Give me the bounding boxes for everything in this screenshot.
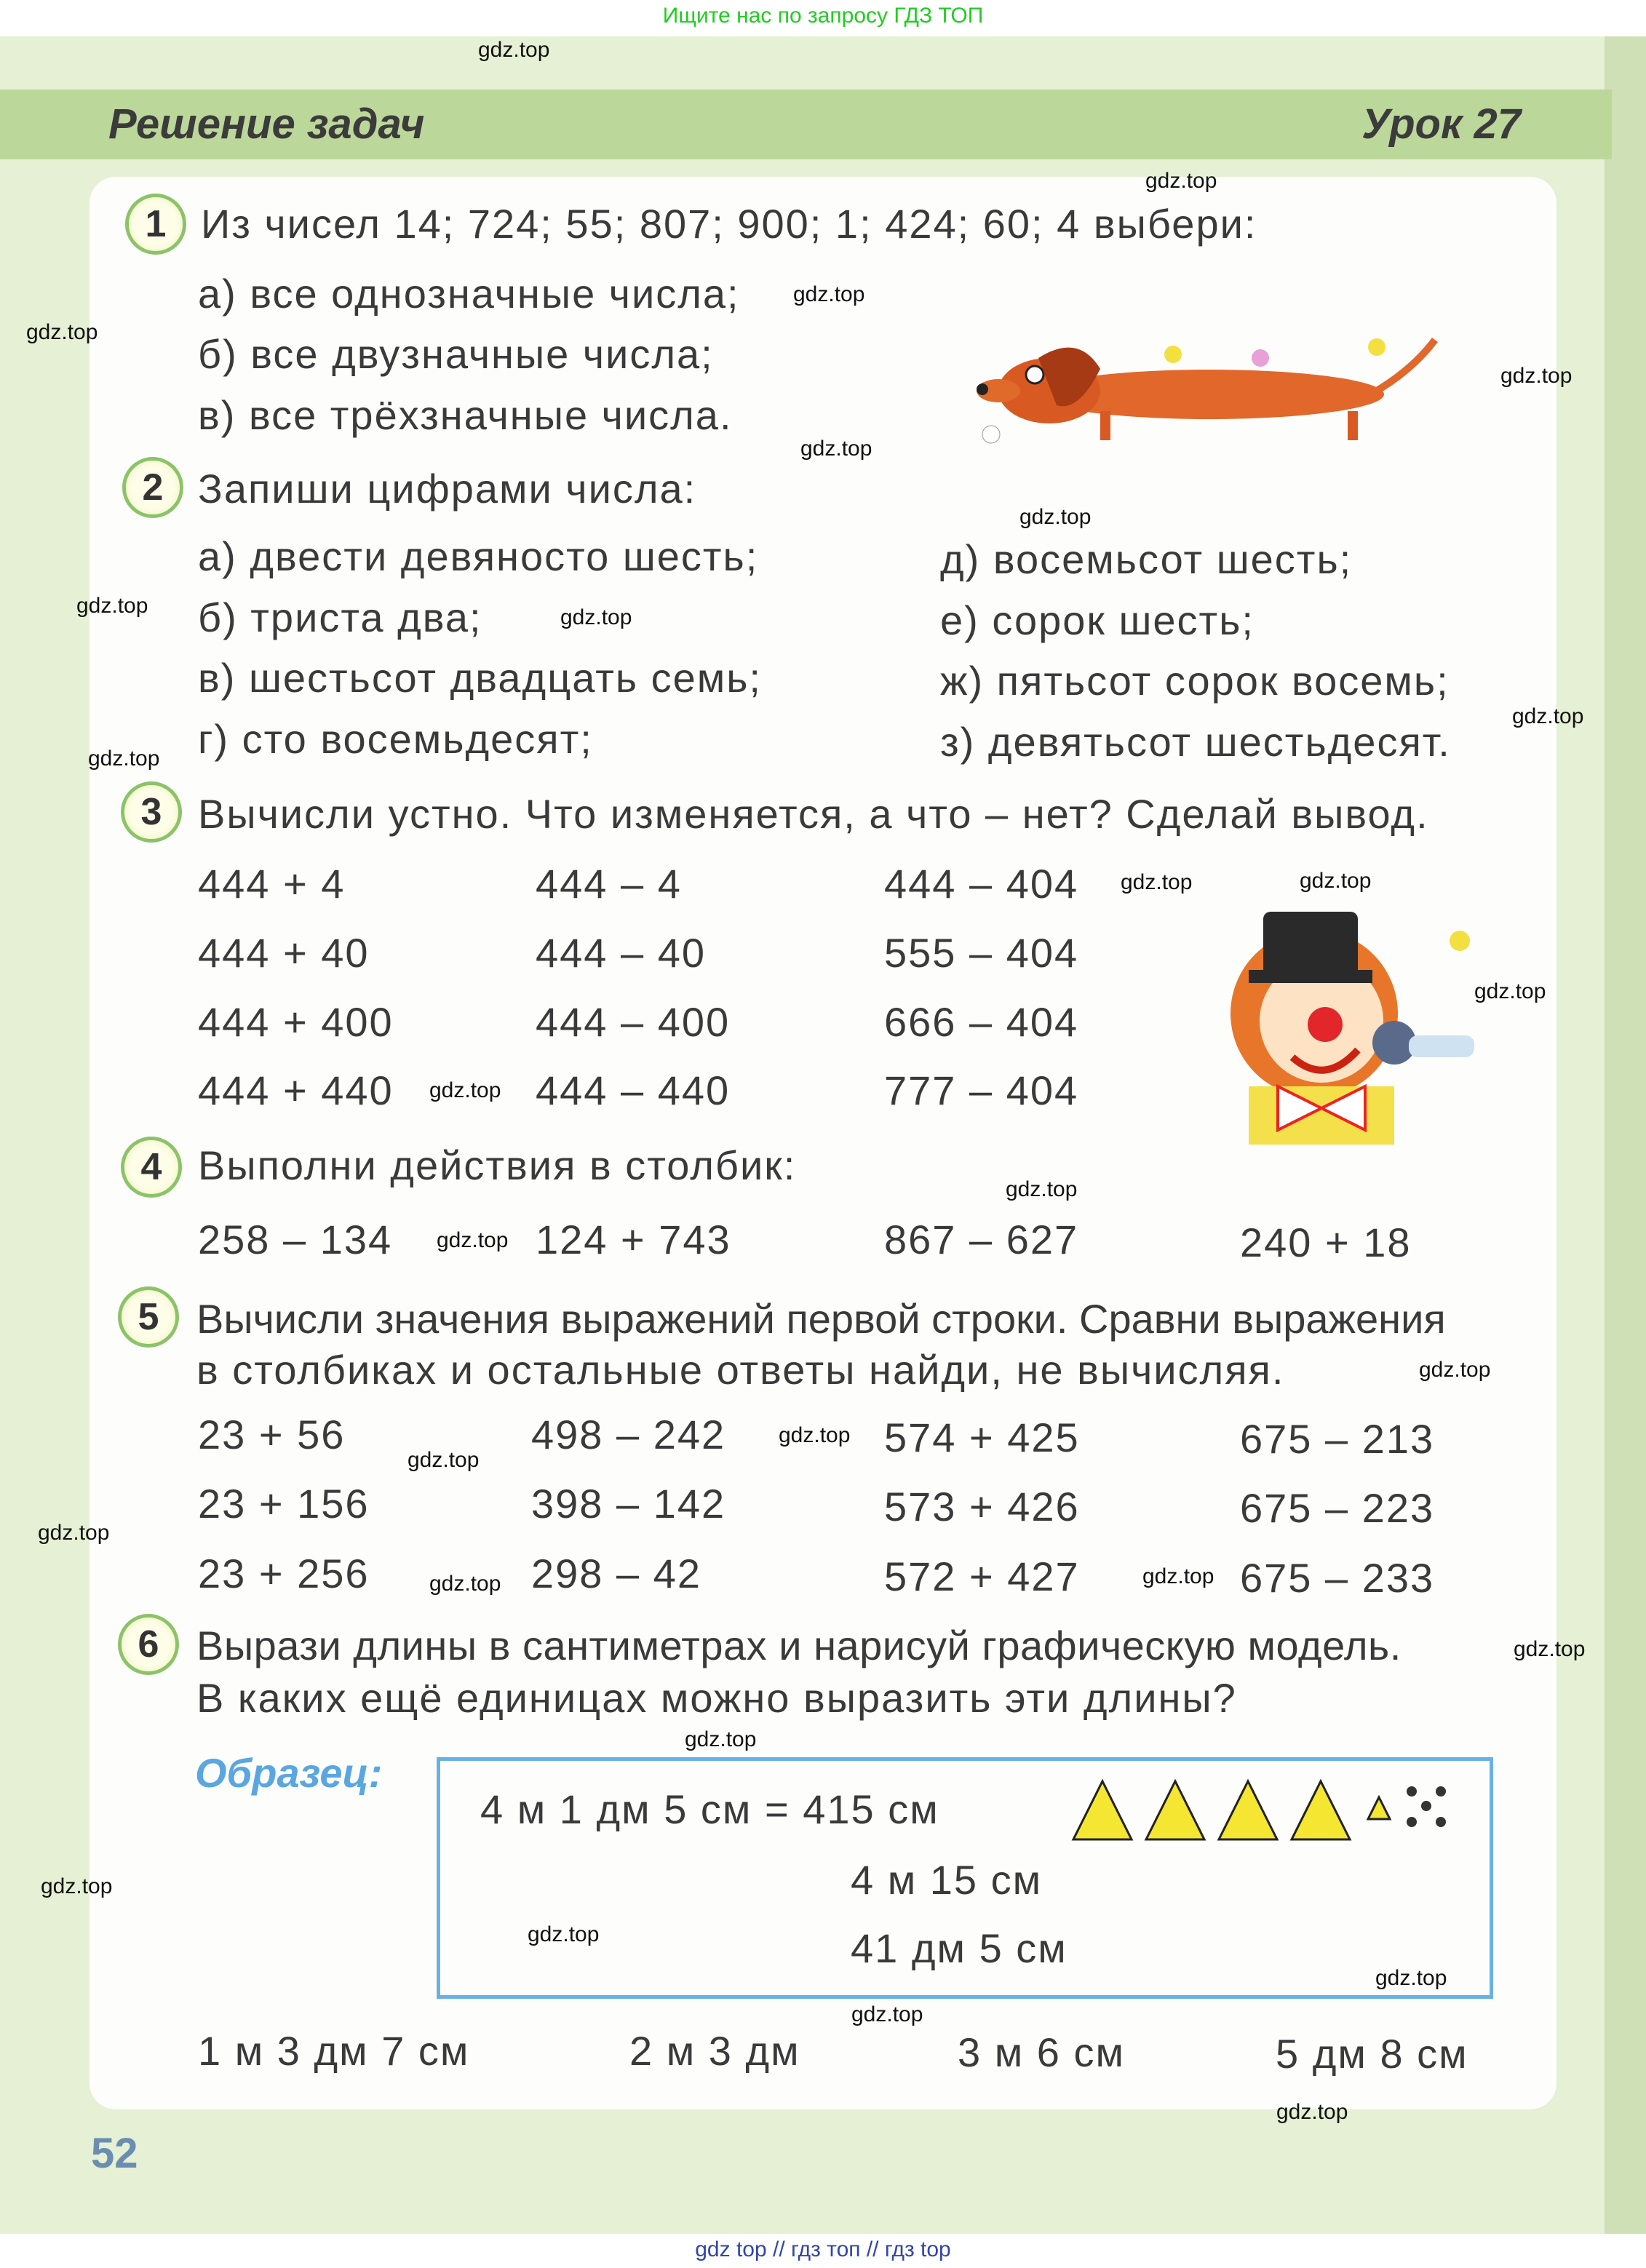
watermark: gdz.top bbox=[1006, 1177, 1078, 1201]
task5-text: в столбиках и остальные ответы найди, не вычисляя. bbox=[196, 1347, 1285, 1393]
task1-item: б) все двузначные числа; bbox=[198, 331, 714, 377]
expression: 444 + 400 bbox=[198, 999, 394, 1045]
task-number-5: 5 bbox=[118, 1286, 179, 1348]
task1-item: в) все трёхзначные числа. bbox=[198, 392, 733, 438]
expression: 398 – 142 bbox=[531, 1481, 726, 1527]
clown-illustration bbox=[1198, 868, 1503, 1152]
expression: 124 + 743 bbox=[536, 1217, 731, 1262]
expression: 23 + 56 bbox=[198, 1412, 346, 1457]
task3-text: Вычисли устно. Что изменяется, а что – нет? Сделай вывод. bbox=[198, 791, 1429, 837]
watermark: gdz.top bbox=[1300, 869, 1372, 893]
task6-text: В каких ещё единицах можно выразить эти длины? bbox=[196, 1675, 1237, 1721]
task1-text: Из чисел 14; 724; 55; 807; 900; 1; 424; 60; 4 выбери: bbox=[201, 201, 1257, 247]
task1-item: а) все однозначные числа; bbox=[198, 271, 740, 317]
expression: 444 – 404 bbox=[884, 861, 1079, 907]
watermark: gdz.top bbox=[478, 38, 550, 62]
watermark: gdz.top bbox=[1474, 979, 1546, 1003]
expression: 666 – 404 bbox=[884, 999, 1079, 1045]
triangle-meter bbox=[1146, 1781, 1204, 1839]
expression: 574 + 425 bbox=[884, 1414, 1080, 1460]
watermark: gdz.top bbox=[1019, 505, 1092, 529]
sample-label: Образец: bbox=[195, 1750, 383, 1796]
watermark: gdz.top bbox=[800, 437, 872, 461]
header-band bbox=[0, 89, 1612, 159]
dachshund-illustration bbox=[969, 325, 1457, 456]
task2-item: е) сорок шесть; bbox=[940, 597, 1255, 643]
watermark: gdz.top bbox=[38, 1521, 110, 1545]
watermark: gdz.top bbox=[407, 1448, 480, 1472]
expression: 675 – 233 bbox=[1240, 1555, 1435, 1601]
expression: 23 + 256 bbox=[198, 1551, 370, 1596]
length-item: 2 м 3 дм bbox=[629, 2028, 800, 2074]
expression: 555 – 404 bbox=[884, 930, 1079, 976]
page-number: 52 bbox=[91, 2130, 138, 2177]
watermark: gdz.top bbox=[429, 1572, 501, 1596]
watermark: gdz.top bbox=[76, 594, 148, 618]
length-item: 5 дм 8 см bbox=[1276, 2031, 1468, 2077]
sample-line: 4 м 1 дм 5 см = 415 см bbox=[480, 1786, 939, 1832]
task2-text: Запиши цифрами числа: bbox=[198, 466, 697, 512]
expression: 444 + 440 bbox=[198, 1067, 394, 1113]
watermark: gdz.top bbox=[1145, 169, 1217, 193]
watermark: gdz.top bbox=[1500, 364, 1573, 388]
watermark: gdz.top bbox=[1121, 870, 1193, 894]
expression: 444 – 4 bbox=[536, 861, 682, 907]
graphic-model bbox=[1070, 1775, 1470, 1845]
task6-text: Вырази длины в сантиметрах и нарисуй графическую модель. bbox=[196, 1623, 1402, 1668]
watermark: gdz.top bbox=[851, 2002, 923, 2026]
expression: 258 – 134 bbox=[198, 1217, 393, 1262]
length-item: 3 м 6 см bbox=[958, 2029, 1125, 2075]
watermark: gdz.top bbox=[429, 1078, 501, 1102]
watermark: gdz.top bbox=[41, 1874, 113, 1898]
watermark: gdz.top bbox=[793, 282, 865, 306]
triangle-meter bbox=[1073, 1781, 1132, 1839]
task-number-3: 3 bbox=[121, 781, 182, 843]
task-number-2: 2 bbox=[122, 457, 183, 518]
watermark: gdz.top bbox=[685, 1727, 757, 1751]
watermark: gdz.top bbox=[1419, 1358, 1491, 1382]
task-number-6: 6 bbox=[118, 1614, 179, 1675]
task2-item: з) девятьсот шестьдесят. bbox=[940, 719, 1451, 765]
expression: 444 – 440 bbox=[536, 1067, 731, 1113]
triangle-meter bbox=[1292, 1781, 1350, 1839]
sample-line: 4 м 15 см bbox=[851, 1857, 1043, 1903]
expression: 573 + 426 bbox=[884, 1484, 1080, 1529]
expression: 867 – 627 bbox=[884, 1217, 1079, 1262]
top-banner[interactable]: Ищите нас по запросу ГДЗ ТОП bbox=[0, 0, 1646, 36]
task4-text: Выполни действия в столбик: bbox=[198, 1142, 797, 1188]
task5-text: Вычисли значения выражений первой строки. Сравни выражения bbox=[196, 1296, 1446, 1342]
footer-links[interactable]: gdz top // гдз топ // гдз top bbox=[695, 2237, 951, 2261]
page-edge bbox=[1605, 36, 1646, 2234]
task2-item: в) шестьсот двадцать семь; bbox=[198, 655, 762, 701]
length-item: 1 м 3 дм 7 см bbox=[198, 2028, 470, 2074]
expression: 298 – 42 bbox=[531, 1551, 701, 1596]
sample-line: 41 дм 5 см bbox=[851, 1925, 1067, 1971]
watermark: gdz.top bbox=[528, 1922, 600, 1946]
watermark: gdz.top bbox=[1514, 1637, 1586, 1661]
task-number-4: 4 bbox=[121, 1137, 182, 1198]
expression: 675 – 213 bbox=[1240, 1416, 1435, 1462]
watermark: gdz.top bbox=[1375, 1966, 1447, 1990]
task-number-1: 1 bbox=[125, 194, 186, 255]
triangle-decimeter bbox=[1368, 1797, 1390, 1819]
expression: 444 + 40 bbox=[198, 930, 370, 976]
expression: 444 + 4 bbox=[198, 861, 346, 907]
task2-item: г) сто восемьдесят; bbox=[198, 716, 593, 762]
expression: 23 + 156 bbox=[198, 1481, 370, 1527]
triangle-meter bbox=[1219, 1781, 1277, 1839]
expression: 240 + 18 bbox=[1240, 1219, 1412, 1265]
task2-item: д) восемьсот шесть; bbox=[940, 536, 1353, 582]
watermark: gdz.top bbox=[437, 1228, 509, 1252]
task2-item: б) триста два; bbox=[198, 594, 482, 640]
expression: 444 – 400 bbox=[536, 999, 731, 1045]
watermark: gdz.top bbox=[1142, 1564, 1214, 1588]
expression: 572 + 427 bbox=[884, 1553, 1080, 1599]
expression: 498 – 242 bbox=[531, 1412, 726, 1457]
watermark: gdz.top bbox=[88, 747, 160, 771]
watermark: gdz.top bbox=[1276, 2100, 1348, 2124]
expression: 675 – 223 bbox=[1240, 1485, 1435, 1531]
watermark: gdz.top bbox=[1512, 704, 1584, 728]
lesson-title: Урок 27 bbox=[1361, 100, 1521, 148]
expression: 777 – 404 bbox=[884, 1067, 1079, 1113]
watermark: gdz.top bbox=[26, 320, 98, 344]
section-title: Решение задач bbox=[108, 100, 425, 148]
task2-item: а) двести девяносто шесть; bbox=[198, 533, 759, 579]
watermark: gdz.top bbox=[560, 605, 632, 629]
watermark: gdz.top bbox=[779, 1423, 851, 1447]
task2-item: ж) пятьсот сорок восемь; bbox=[940, 658, 1450, 704]
expression: 444 – 40 bbox=[536, 930, 706, 976]
